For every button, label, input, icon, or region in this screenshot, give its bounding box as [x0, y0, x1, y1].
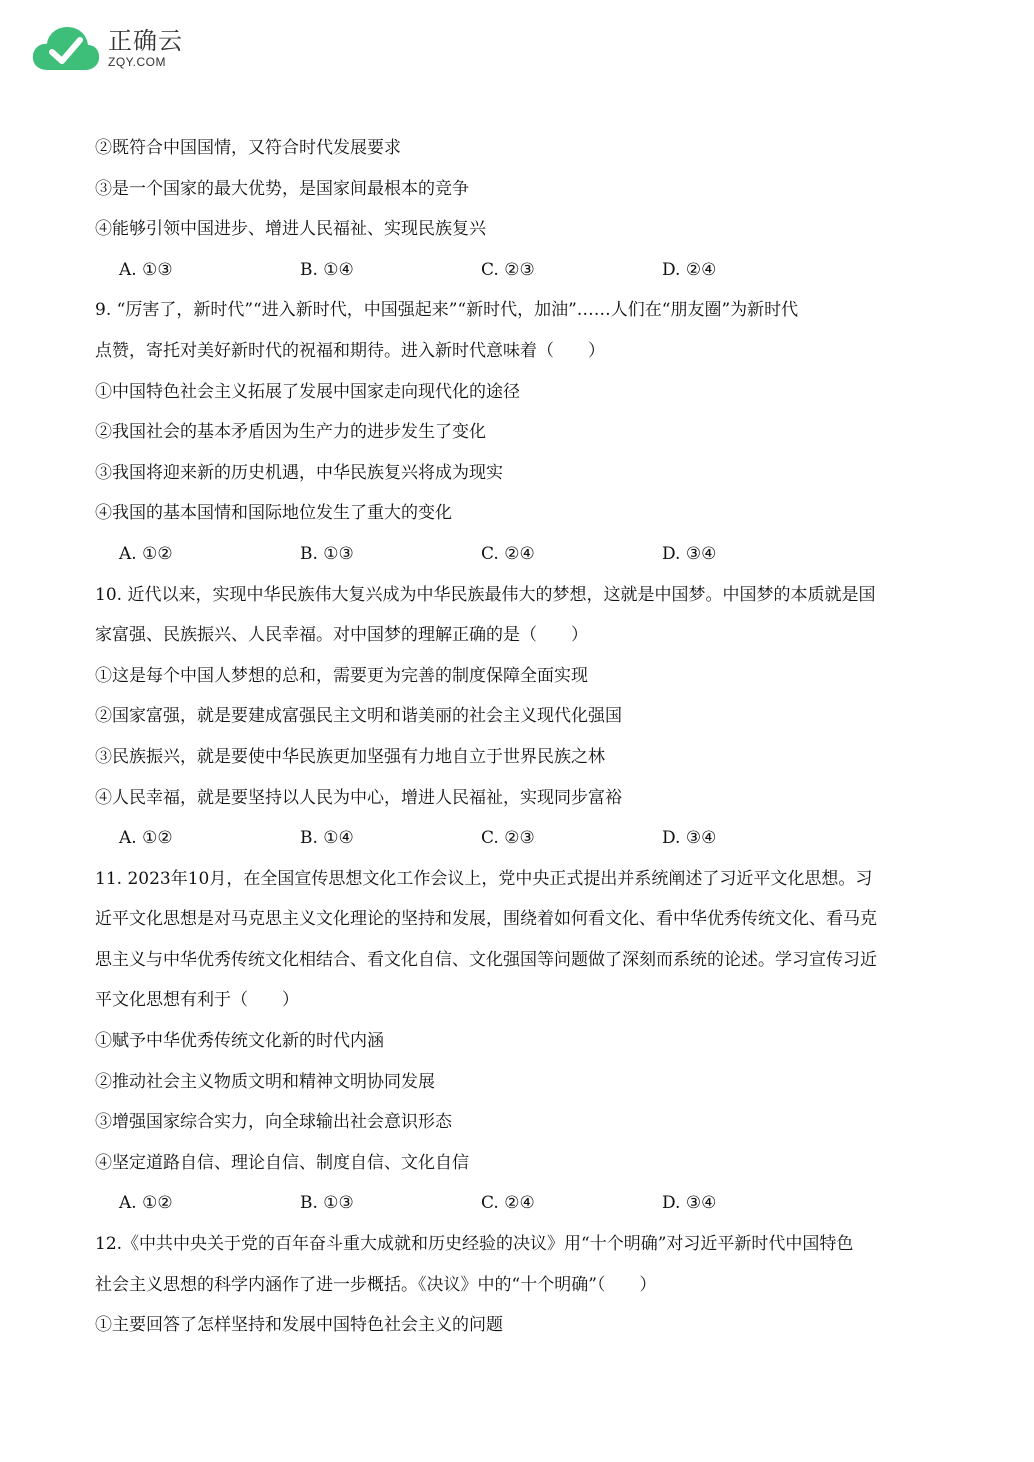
- q8-item-2: ②既符合中国国情，又符合时代发展要求: [95, 138, 401, 158]
- q11-option-a: A. ①②: [119, 1193, 173, 1214]
- q9-option-b: B. ①③: [300, 543, 354, 564]
- q11-item-1: ①赋予中华优秀传统文化新的时代内涵: [95, 1031, 384, 1052]
- question-11: [95, 859, 940, 1224]
- q9-option-a: A. ①②: [119, 543, 173, 564]
- q11-option-c: C. ②④: [481, 1193, 535, 1214]
- q10-options: [95, 818, 940, 859]
- q9-option-d: D. ③④: [662, 543, 717, 564]
- q11-option-b: B. ①③: [300, 1193, 354, 1214]
- q10-item-2: ②国家富强，就是要建成富强民主文明和谐美丽的社会主义现代化强国: [95, 706, 622, 727]
- q11-option-d: D. ③④: [662, 1193, 717, 1214]
- q9-item-2: ②我国社会的基本矛盾因为生产力的进步发生了变化: [95, 422, 486, 443]
- q9-item-3: ③我国将迎来新的历史机遇，中华民族复兴将成为现实: [95, 462, 503, 483]
- question-9: [95, 290, 940, 574]
- q10-option-d: D. ③④: [662, 828, 717, 849]
- q11-stem-line-4: 平文化思想有利于（ ）: [95, 990, 299, 1011]
- q9-option-c: C. ②④: [481, 543, 535, 564]
- q11-options: [95, 1183, 940, 1224]
- q12-item-1: ①主要回答了怎样坚持和发展中国特色社会主义的问题: [95, 1315, 503, 1336]
- q11-stem-line-1: 11. 2023年10月，在全国宣传思想文化工作会议上，党中央正式提出并系统阐述了习近平文化思想。习: [95, 868, 873, 889]
- q9-stem-line-2: 点赞，寄托对美好新时代的祝福和期待。进入新时代意味着（ ）: [95, 340, 605, 361]
- q11-item-4: ④坚定道路自信、理论自信、制度自信、文化自信: [95, 1152, 469, 1173]
- q10-stem-line-1: 10. 近代以来，实现中华民族伟大复兴成为中华民族最伟大的梦想，这就是中国梦。中国梦的本质就是国: [95, 584, 876, 605]
- cloud-check-icon: [30, 22, 102, 74]
- q9-item-1: ①中国特色社会主义拓展了发展中国家走向现代化的途径: [95, 381, 520, 402]
- question-8-tail: [95, 128, 940, 290]
- q8-item-3: ③是一个国家的最大优势，是国家间最根本的竞争: [95, 178, 469, 199]
- q9-options: [95, 534, 940, 575]
- brand-logo: [30, 22, 183, 74]
- q11-stem-line-2: 近平文化思想是对马克思主义文化理论的坚持和发展，围绕着如何看文化、看中华优秀传统文化、看马克: [95, 909, 877, 930]
- q12-stem-line-1: 12.《中共中央关于党的百年奋斗重大成就和历史经验的决议》用“十个明确”对习近平新时代中国特色: [95, 1234, 854, 1255]
- q8-option-c: C. ②③: [481, 259, 535, 280]
- q12-stem-line-2: 社会主义思想的科学内涵作了进一步概括。《决议》中的“十个明确”（ ）: [95, 1274, 657, 1295]
- q9-item-4: ④我国的基本国情和国际地位发生了重大的变化: [95, 503, 452, 524]
- question-10: [95, 575, 940, 859]
- q9-stem-line-1: 9. “厉害了，新时代”“进入新时代，中国强起来”“新时代，加油”……人们在“朋友圈”为新时代: [95, 300, 799, 321]
- q11-item-3: ③增强国家综合实力，向全球输出社会意识形态: [95, 1112, 452, 1133]
- q8-option-b: B. ①④: [300, 259, 354, 280]
- q10-option-c: C. ②③: [481, 828, 535, 849]
- q8-item-4: ④能够引领中国进步、增进人民福祉、实现民族复兴: [95, 219, 486, 240]
- q8-option-d: D. ②④: [662, 259, 717, 280]
- q10-item-4: ④人民幸福，就是要坚持以人民为中心，增进人民福祉，实现同步富裕: [95, 787, 622, 808]
- q11-stem-line-3: 思主义与中华优秀传统文化相结合、看文化自信、文化强国等问题做了深刻而系统的论述。学习宣传习近: [95, 949, 877, 970]
- q10-item-3: ③民族振兴，就是要使中华民族更加坚强有力地自立于世界民族之林: [95, 746, 605, 767]
- q10-stem-line-2: 家富强、民族振兴、人民幸福。对中国梦的理解正确的是（ ）: [95, 625, 588, 646]
- q8-options: [95, 250, 940, 291]
- question-12: [95, 1224, 940, 1346]
- logo-name-en: ZQY.COM: [108, 54, 166, 69]
- q11-item-2: ②推动社会主义物质文明和精神文明协同发展: [95, 1071, 435, 1092]
- question-content: [95, 128, 940, 1346]
- q10-option-b: B. ①④: [300, 828, 354, 849]
- q8-option-a: A. ①③: [119, 259, 173, 280]
- logo-name-cn: 正确云: [108, 26, 183, 55]
- q10-item-1: ①这是每个中国人梦想的总和，需要更为完善的制度保障全面实现: [95, 665, 588, 686]
- q10-option-a: A. ①②: [119, 828, 173, 849]
